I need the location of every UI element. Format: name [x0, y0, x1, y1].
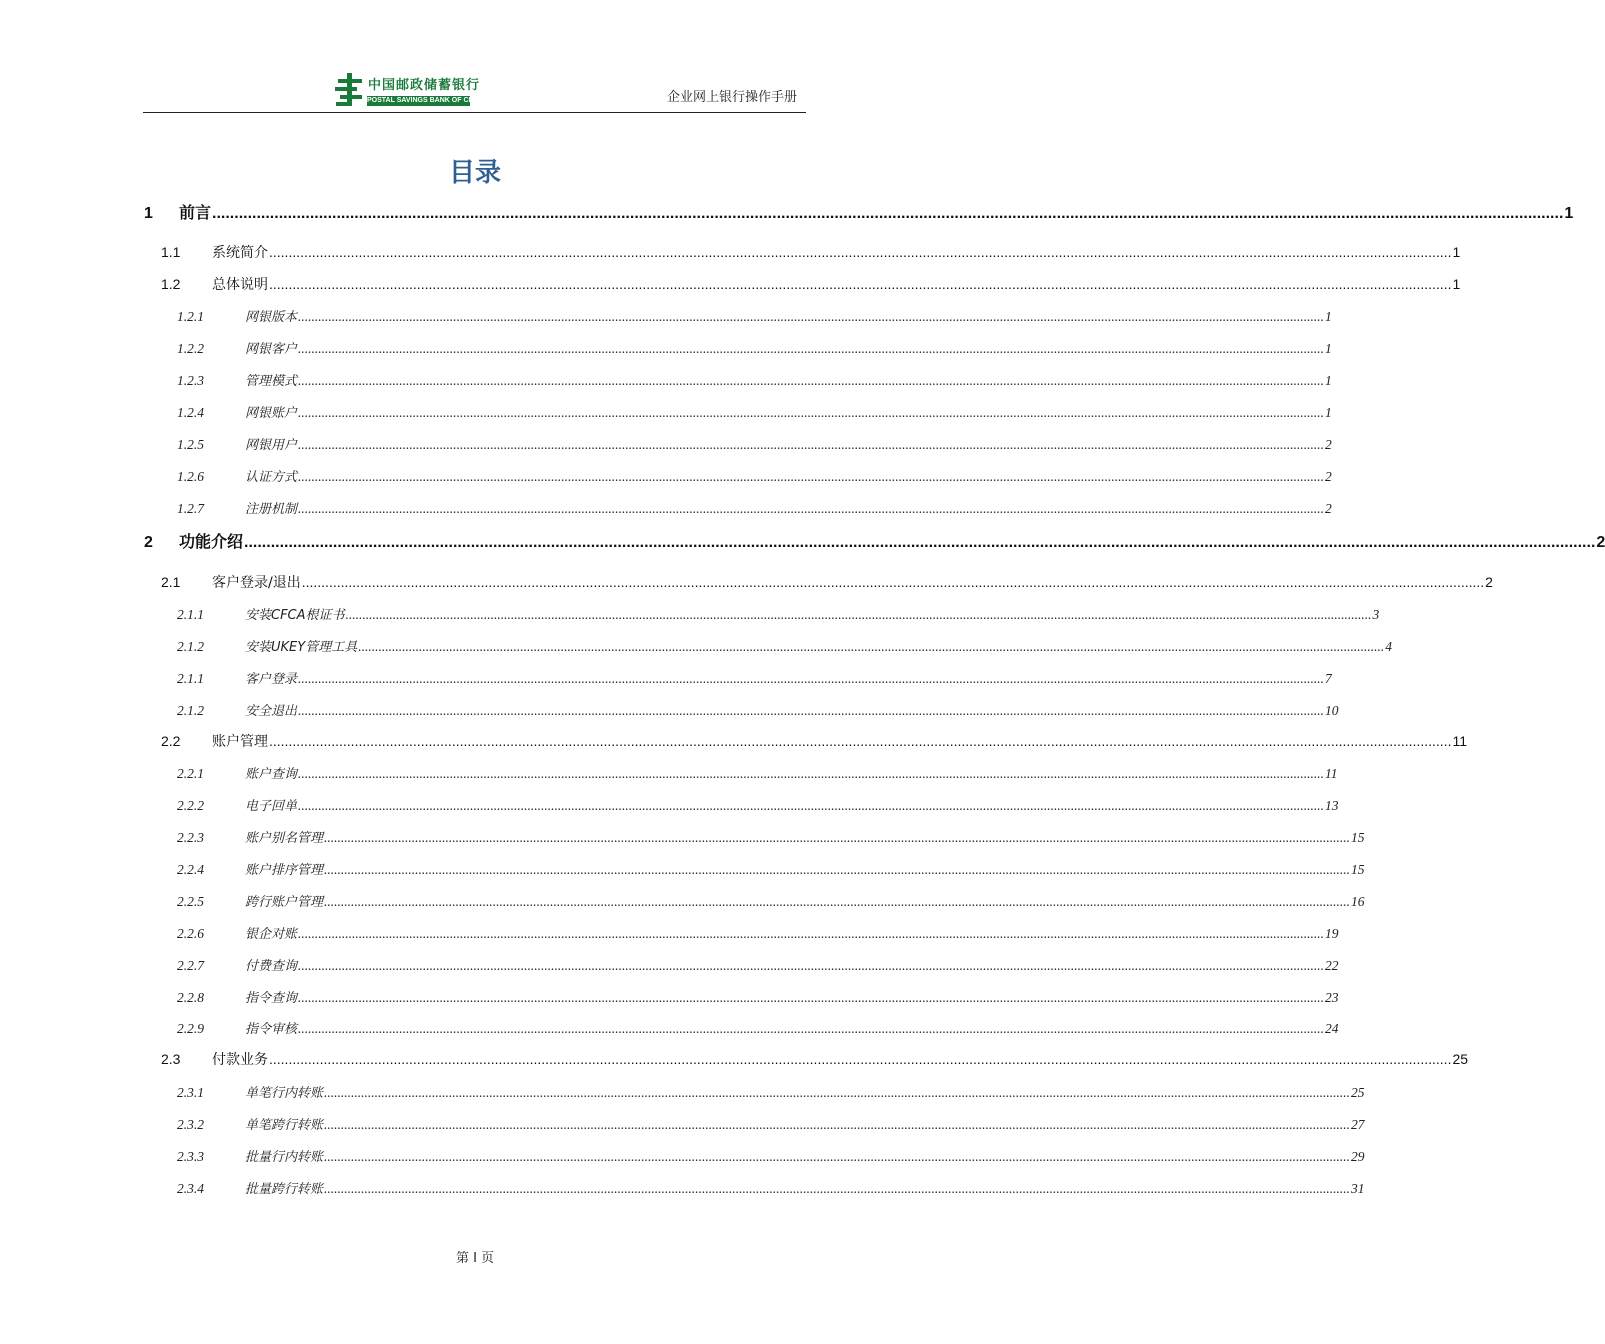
toc-entry-page: 23	[1325, 990, 1339, 1005]
toc-entry-page: 4	[1385, 639, 1392, 654]
toc-leader-dots	[269, 733, 1451, 749]
document-title: 企业网上银行操作手册	[667, 90, 798, 105]
toc-entry-page: 15	[1351, 862, 1365, 877]
toc-entry[interactable]	[143, 1082, 1365, 1101]
toc-entry[interactable]	[143, 795, 1339, 814]
toc-entry-number: 2.2.6	[177, 926, 204, 941]
table-of-contents	[143, 0, 1605, 1344]
toc-entry-number: 2.1	[161, 574, 181, 590]
toc-leader-dots	[298, 990, 1324, 1006]
toc-entry-page: 7	[1325, 671, 1332, 686]
toc-entry[interactable]	[143, 668, 1332, 687]
toc-entry-page: 11	[1452, 733, 1467, 749]
logo-english-name: POSTAL SAVINGS BANK OF CHINA	[367, 97, 486, 104]
toc-entry[interactable]	[143, 859, 1365, 878]
toc-entry-page: 1	[1452, 244, 1461, 260]
toc-leader-dots	[298, 469, 1324, 485]
toc-entry-label: 账户管理	[212, 734, 268, 750]
page-number: 第 I 页	[455, 1251, 495, 1266]
toc-entry[interactable]	[143, 955, 1339, 974]
toc-leader-dots	[324, 1181, 1350, 1197]
toc-entry-page: 1	[1452, 276, 1461, 292]
toc-entry-label: 电子回单	[245, 799, 298, 814]
toc-entry-label: 付费查询	[245, 959, 298, 974]
toc-leader-dots	[269, 1051, 1451, 1067]
toc-entry-page: 3	[1372, 607, 1380, 622]
toc-entry-label: 网银账户	[245, 406, 298, 421]
toc-entry-number: 1.2.7	[177, 501, 204, 516]
toc-entry-label: 单笔跨行转账	[245, 1118, 324, 1133]
toc-entry[interactable]	[143, 338, 1332, 357]
toc-leader-dots	[324, 1085, 1350, 1101]
toc-leader-dots	[298, 671, 1324, 687]
toc-entry-number: 1	[144, 205, 153, 222]
toc-entry-number: 2.3.1	[177, 1085, 204, 1100]
toc-entry-number: 1.2.6	[177, 469, 204, 484]
toc-entry-page: 13	[1325, 798, 1339, 813]
toc-entry[interactable]	[143, 529, 1605, 552]
toc-entry-label: 批量跨行转账	[245, 1182, 324, 1197]
toc-entry-page: 29	[1351, 1149, 1365, 1164]
toc-entry[interactable]	[143, 987, 1339, 1006]
toc-entry-number: 2.2.8	[177, 990, 204, 1005]
toc-leader-dots	[298, 766, 1324, 782]
toc-entry-page: 15	[1351, 830, 1365, 845]
toc-leader-dots	[346, 607, 1372, 623]
toc-entry-number: 2.3.3	[177, 1149, 204, 1164]
toc-entry-number: 1.2.5	[177, 437, 204, 452]
toc-leader-dots	[298, 405, 1324, 421]
toc-entry-label: 账户查询	[245, 767, 298, 782]
toc-entry-label: 安装UKEY管理工具	[245, 640, 358, 655]
toc-entry-number: 2.1.1	[177, 607, 204, 622]
toc-leader-dots	[298, 798, 1324, 814]
toc-entry-label: 跨行账户管理	[245, 895, 324, 910]
toc-entry-number: 2.2.9	[177, 1021, 204, 1036]
toc-entry-label: 单笔行内转账	[245, 1086, 324, 1101]
toc-entry[interactable]	[143, 604, 1380, 623]
toc-entry[interactable]	[143, 1114, 1365, 1133]
toc-leader-dots	[298, 1021, 1324, 1037]
toc-entry-label: 账户排序管理	[245, 863, 324, 878]
toc-entry-label: 安全退出	[245, 704, 298, 719]
toc-entry[interactable]	[143, 763, 1338, 782]
toc-entry-page: 1	[1325, 405, 1332, 420]
toc-entry-number: 1.2.2	[177, 341, 204, 356]
toc-entry-number: 1.2.3	[177, 373, 204, 388]
toc-entry-label: 付款业务	[212, 1052, 268, 1068]
toc-entry-page: 2	[1325, 437, 1332, 452]
toc-leader-dots	[298, 501, 1324, 517]
toc-entry-page: 2	[1325, 469, 1332, 484]
toc-entry[interactable]	[143, 370, 1332, 389]
toc-entry-label: 网银版本	[245, 310, 298, 325]
toc-entry-label: 指令审核	[245, 1022, 298, 1037]
toc-entry-number: 2.3.2	[177, 1117, 204, 1132]
toc-entry[interactable]	[143, 242, 1461, 262]
toc-entry[interactable]	[143, 1018, 1339, 1037]
toc-entry-number: 2.2.1	[177, 766, 204, 781]
toc-leader-dots	[298, 437, 1324, 453]
toc-entry[interactable]	[143, 636, 1392, 655]
toc-entry-label: 账户别名管理	[245, 831, 324, 846]
toc-entry[interactable]	[143, 572, 1493, 592]
toc-entry-page: 1	[1325, 373, 1332, 388]
toc-entry-label: 前言	[179, 203, 212, 222]
toc-entry-label: 网银客户	[245, 342, 298, 357]
toc-entry-page: 25	[1452, 1051, 1469, 1067]
toc-entry-page: 19	[1325, 926, 1339, 941]
toc-entry[interactable]	[143, 700, 1339, 719]
toc-entry-number: 1.2	[161, 276, 181, 292]
toc-entry-number: 1.2.1	[177, 309, 204, 324]
toc-entry[interactable]	[143, 827, 1365, 846]
toc-leader-dots	[324, 862, 1350, 878]
toc-entry-number: 2.2.5	[177, 894, 204, 909]
toc-leader-dots	[212, 205, 1563, 223]
toc-leader-dots	[269, 276, 1451, 292]
toc-entry[interactable]	[143, 274, 1461, 294]
toc-entry-page: 27	[1351, 1117, 1365, 1132]
toc-leader-dots	[302, 574, 1484, 590]
toc-entry-page: 1	[1325, 309, 1332, 324]
toc-entry-label: 功能介绍	[179, 532, 244, 551]
toc-entry-page: 22	[1325, 958, 1339, 973]
toc-entry[interactable]	[143, 466, 1332, 485]
toc-entry-number: 2.2.3	[177, 830, 204, 845]
toc-entry-label: 安装CFCA根证书	[245, 608, 345, 623]
toc-entry-page: 25	[1351, 1085, 1365, 1100]
toc-entry-number: 2.3	[161, 1051, 181, 1067]
toc-entry-label: 认证方式	[245, 470, 298, 485]
toc-entry-page: 2	[1596, 534, 1605, 551]
toc-entry[interactable]	[143, 731, 1467, 751]
toc-entry[interactable]	[143, 434, 1332, 453]
toc-entry-label: 批量行内转账	[245, 1150, 324, 1165]
toc-leader-dots	[324, 1149, 1350, 1165]
toc-leader-dots	[298, 926, 1324, 942]
toc-entry-number: 1.1	[161, 244, 181, 260]
toc-entry-page: 2	[1485, 574, 1493, 590]
toc-entry[interactable]	[143, 200, 1574, 223]
toc-entry-label: 总体说明	[212, 277, 268, 293]
toc-leader-dots	[298, 703, 1324, 719]
toc-entry-page: 11	[1325, 766, 1338, 781]
toc-entry-label: 网银用户	[245, 438, 298, 453]
toc-entry[interactable]	[143, 1146, 1365, 1165]
toc-entry-label: 指令查询	[245, 991, 298, 1006]
toc-entry-page: 2	[1325, 501, 1332, 516]
toc-entry-number: 1.2.4	[177, 405, 204, 420]
toc-entry-number: 2.2.7	[177, 958, 204, 973]
toc-entry-number: 2.2.2	[177, 798, 204, 813]
toc-entry-page: 1	[1564, 205, 1574, 222]
toc-entry[interactable]	[143, 891, 1365, 910]
toc-leader-dots	[269, 244, 1451, 260]
toc-entry-label: 注册机制	[245, 502, 298, 517]
toc-entry-number: 2	[144, 534, 153, 551]
toc-entry-page: 1	[1325, 341, 1332, 356]
toc-entry-label: 客户登录	[245, 672, 298, 687]
toc-entry-page: 16	[1351, 894, 1365, 909]
toc-heading: 目录	[448, 158, 501, 188]
toc-entry-label: 系统简介	[212, 245, 268, 261]
toc-leader-dots	[324, 1117, 1350, 1133]
toc-entry[interactable]	[143, 923, 1339, 942]
toc-entry-page: 31	[1351, 1181, 1365, 1196]
toc-entry-number: 2.3.4	[177, 1181, 204, 1196]
toc-entry-page: 10	[1325, 703, 1339, 718]
toc-entry-number: 2.1.2	[177, 639, 204, 654]
toc-entry-label: 客户登录/退出	[212, 575, 301, 591]
toc-entry[interactable]	[143, 402, 1332, 421]
toc-leader-dots	[358, 639, 1384, 655]
toc-leader-dots	[324, 830, 1350, 846]
logo-chinese-name: 中国邮政储蓄银行	[368, 78, 481, 93]
toc-entry-label: 银企对账	[245, 927, 298, 942]
toc-leader-dots	[298, 958, 1324, 974]
toc-leader-dots	[298, 309, 1324, 325]
toc-leader-dots	[244, 534, 1595, 552]
toc-leader-dots	[298, 341, 1324, 357]
toc-entry-label: 管理模式	[245, 374, 298, 389]
toc-entry-number: 2.1.1	[177, 671, 204, 686]
toc-leader-dots	[324, 894, 1350, 910]
toc-entry[interactable]	[143, 1049, 1469, 1069]
toc-entry[interactable]	[143, 306, 1332, 325]
toc-entry-number: 2.2.4	[177, 862, 204, 877]
toc-entry-page: 24	[1325, 1021, 1339, 1036]
toc-entry[interactable]	[143, 1178, 1365, 1197]
toc-entry[interactable]	[143, 498, 1332, 517]
toc-entry-number: 2.2	[161, 733, 181, 749]
toc-leader-dots	[298, 373, 1324, 389]
toc-entry-number: 2.1.2	[177, 703, 204, 718]
